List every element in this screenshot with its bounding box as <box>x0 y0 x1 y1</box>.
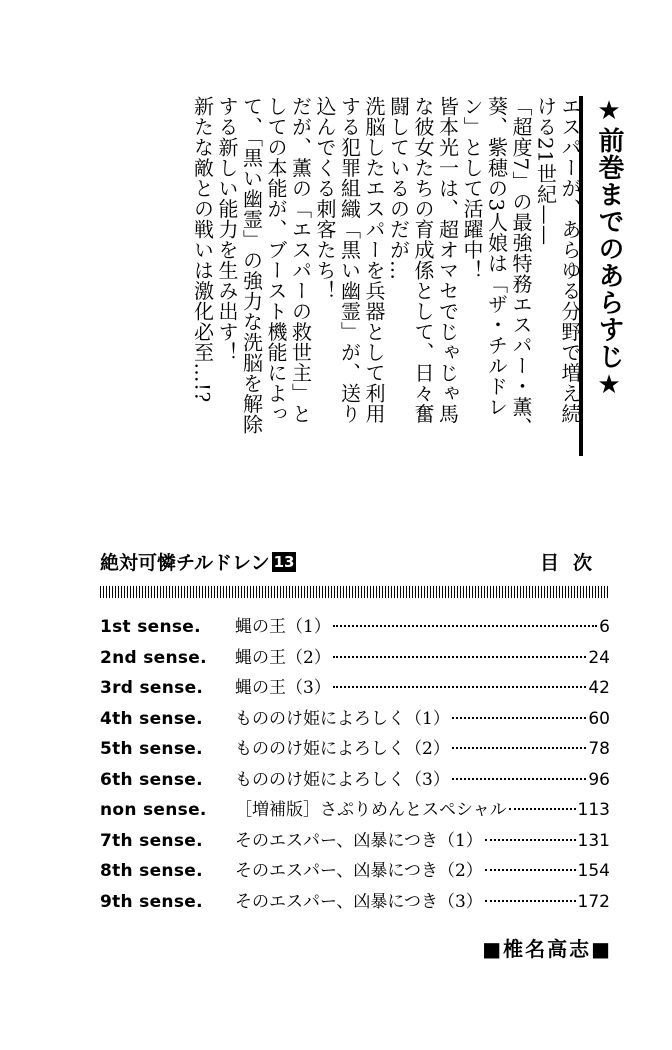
synopsis-paragraph: 洗脳したエスパーを兵器として利用する犯罪組織「黒い幽霊」が、送り込んでくる刺客たち！ <box>313 96 386 424</box>
toc-entry-page: 113 <box>577 800 610 820</box>
toc-entry-label: 4th sense. <box>100 708 203 729</box>
toc-entry[interactable] <box>100 856 610 887</box>
toc-leader-dots <box>485 839 576 841</box>
toc-entry-title: 蝿の王（2） <box>235 647 331 668</box>
contents-header <box>100 548 610 582</box>
toc-leader-dots <box>485 869 576 871</box>
toc-entry-label: 6th sense. <box>100 769 203 790</box>
toc-entry-label: 9th sense. <box>100 891 203 912</box>
synopsis-header: ★前巻までのあらすじ★ <box>579 96 628 456</box>
toc-entry-title: そのエスパー、凶暴につき（1） <box>235 830 483 851</box>
toc-entry-label: 5th sense. <box>100 739 203 759</box>
toc-leader-dots <box>333 686 587 688</box>
synopsis-paragraph: 皆本光一は、超オマセでじゃじゃ馬な彼女たちの育成係として、日々奮闘しているのだが… <box>386 96 460 424</box>
toc-leader-dots <box>452 717 587 719</box>
volume-badge: 13 <box>273 553 295 571</box>
toc-leader-dots <box>333 625 597 627</box>
synopsis-paragraph: 「超度7」の最強特務エスパー・薫、葵、紫穂の3人娘は「ザ・チルドレン」として活躍中！ <box>460 96 533 438</box>
toc-entry[interactable] <box>100 795 610 826</box>
synopsis-paragraph: 新たな敵との戦いは激化必至…!? <box>190 96 215 403</box>
toc-leader-dots <box>333 656 587 658</box>
toc-entry-label: 1st sense. <box>100 617 201 637</box>
toc-list <box>100 612 610 917</box>
book-title-text: 絶対可憐チルドレン <box>100 552 270 574</box>
toc-entry-label: 8th sense. <box>100 861 203 881</box>
synopsis-section <box>88 96 628 456</box>
toc-entry-title: ［増補版］さぷりめんとスペシャル <box>235 800 507 820</box>
toc-entry-label: 7th sense. <box>100 830 203 851</box>
toc-entry-page: 42 <box>588 678 610 698</box>
toc-leader-dots <box>452 747 587 749</box>
dotted-divider <box>100 586 610 598</box>
table-of-contents <box>100 548 610 917</box>
toc-entry-label: 2nd sense. <box>100 647 207 668</box>
toc-entry-title: もののけ姫によろしく（3） <box>235 769 450 790</box>
toc-entry[interactable] <box>100 826 610 857</box>
toc-entry-title: そのエスパー、凶暴につき（3） <box>235 891 483 912</box>
toc-entry[interactable] <box>100 612 610 643</box>
toc-entry-label: non sense. <box>100 800 207 820</box>
toc-leader-dots <box>485 900 576 902</box>
toc-entry[interactable] <box>100 673 610 704</box>
toc-entry[interactable] <box>100 643 610 674</box>
toc-entry[interactable] <box>100 887 610 918</box>
toc-entry-page: 131 <box>577 830 610 851</box>
synopsis-body <box>190 96 582 441</box>
toc-entry-page: 60 <box>588 708 610 729</box>
toc-entry-title: 蝿の王（3） <box>235 678 331 698</box>
toc-entry[interactable] <box>100 765 610 796</box>
toc-entry[interactable] <box>100 704 610 735</box>
toc-entry-title: もののけ姫によろしく（1） <box>235 708 450 729</box>
toc-leader-dots <box>509 808 576 810</box>
toc-entry-page: 6 <box>599 617 610 637</box>
toc-entry-title: 蝿の王（1） <box>235 617 331 637</box>
toc-entry-page: 172 <box>577 891 610 912</box>
synopsis-paragraph: エスパーが、あらゆる分野で増え続ける21世紀—— <box>533 96 582 424</box>
toc-leader-dots <box>452 778 587 780</box>
author-name: ■椎名高志■ <box>482 937 612 961</box>
toc-entry-title: そのエスパー、凶暴につき（2） <box>235 861 483 881</box>
toc-entry-page: 78 <box>588 739 610 759</box>
toc-entry-label: 3rd sense. <box>100 678 204 698</box>
toc-entry-page: 96 <box>588 769 610 790</box>
toc-label: 目次 <box>539 552 606 574</box>
toc-entry-page: 154 <box>577 861 610 881</box>
synopsis-paragraph: だが、薫の「エスパーの救世主」としての本能が、ブースト機能によって、「黒い幽霊」の強力な洗脳を解除する新しい能力を生み出す！ <box>215 96 313 435</box>
toc-entry-title: もののけ姫によろしく（2） <box>235 739 450 759</box>
toc-entry[interactable] <box>100 734 610 765</box>
book-title <box>100 548 296 575</box>
toc-entry-page: 24 <box>588 647 610 668</box>
